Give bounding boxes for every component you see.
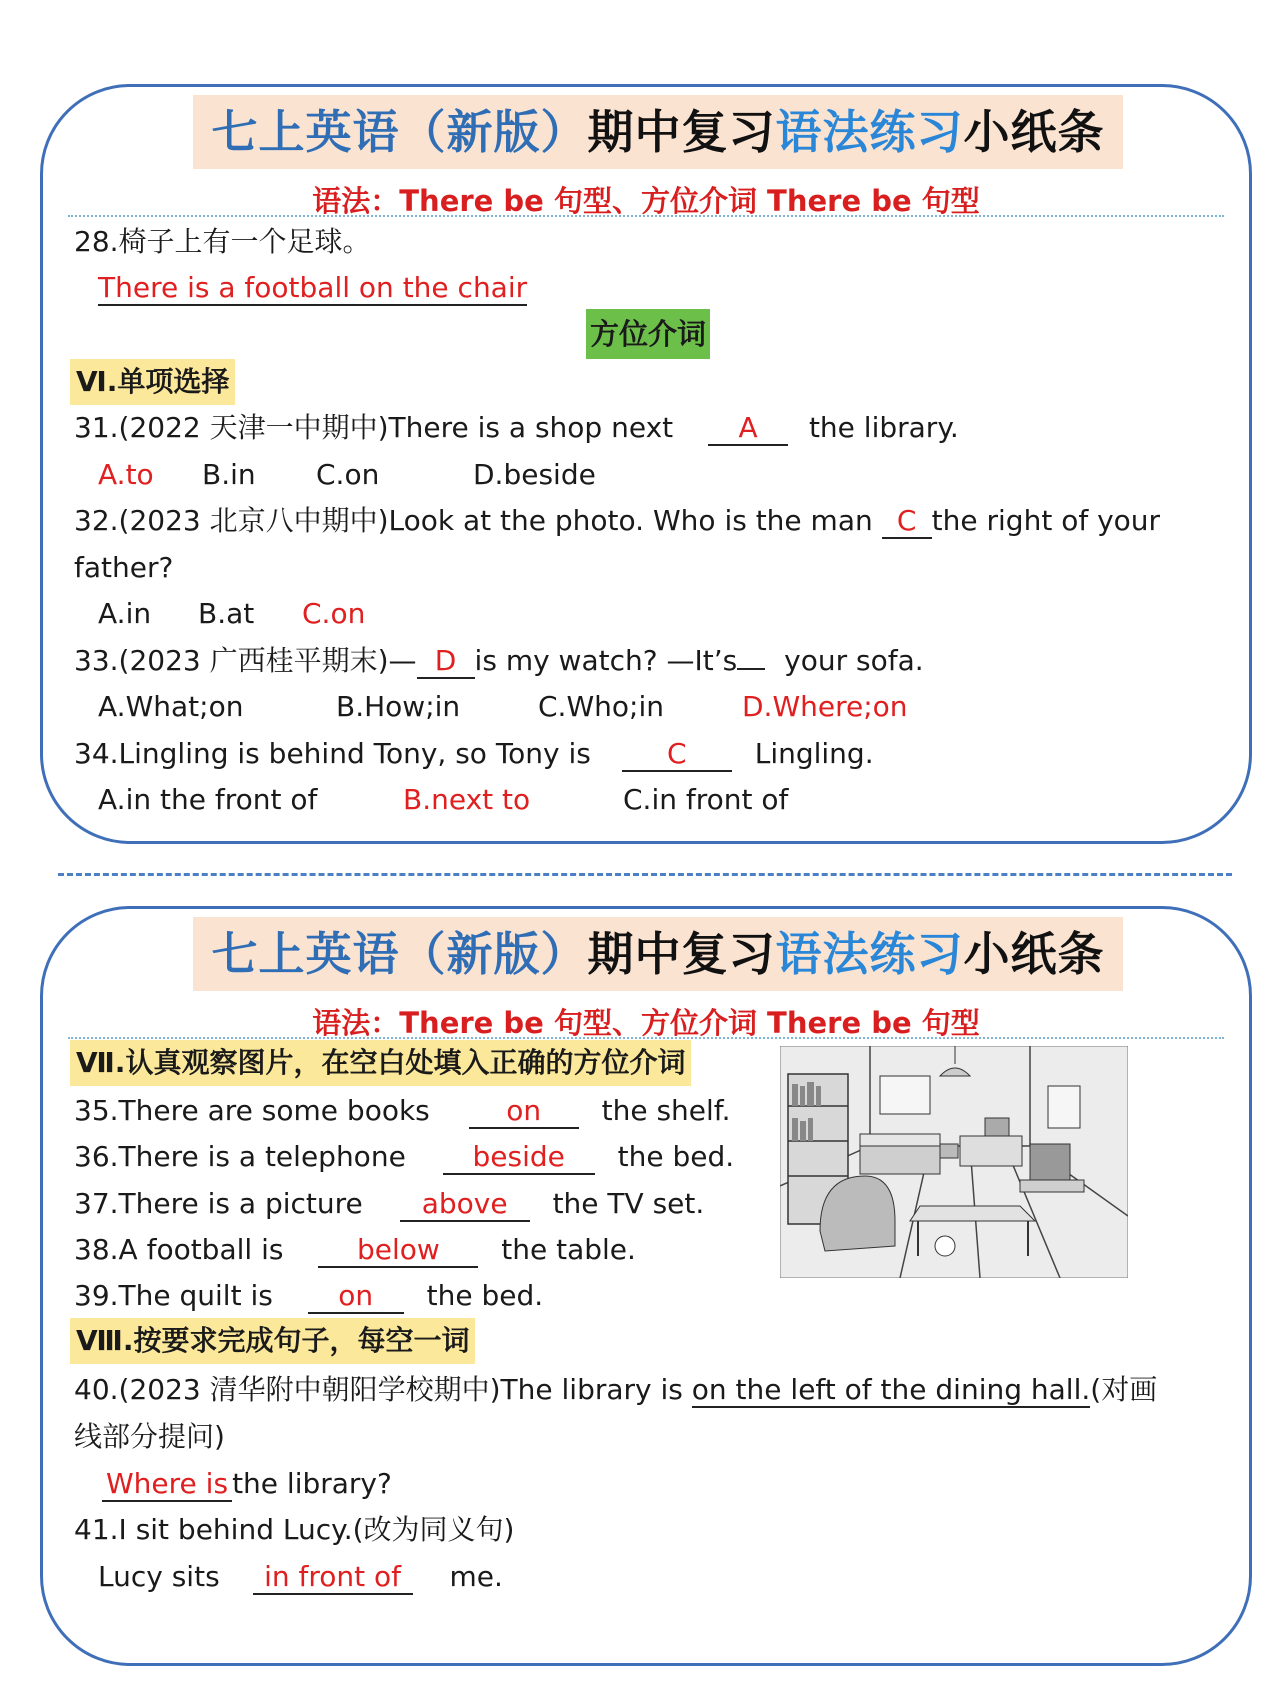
- blank-33-2: [737, 668, 765, 670]
- room-illustration: [780, 1046, 1128, 1278]
- option-34b: B.next to: [403, 783, 531, 816]
- option-33b: B.How;in: [336, 690, 461, 723]
- option-33d: D.Where;on: [742, 690, 908, 723]
- option-32a: A.in: [98, 597, 152, 630]
- card-subtitle: 语法：There be 句型、方位介词 There be 句型: [312, 1006, 980, 1040]
- option-31d: D.beside: [473, 458, 596, 491]
- answer-40: Where is the library?: [102, 1466, 392, 1502]
- answer-blank-38: below: [318, 1234, 478, 1268]
- question-34: 34.Lingling is behind Tony, so Tony is C Lingling.: [74, 737, 874, 770]
- wall-picture: [880, 1076, 930, 1114]
- option-32b: B.at: [198, 597, 255, 630]
- option-34a: A.in the front of: [98, 783, 318, 816]
- section-heading-vii: Ⅶ.认真观察图片，在空白处填入正确的方位介词: [70, 1040, 691, 1086]
- dotted-divider: [68, 215, 1224, 217]
- question-40-cont: 线部分提问): [74, 1420, 225, 1453]
- tv-stand: [1020, 1180, 1084, 1192]
- answer-blank-41: in front of: [253, 1561, 413, 1595]
- dotted-divider: [68, 1037, 1224, 1039]
- option-32c: C.on: [302, 597, 366, 630]
- option-31b: B.in: [202, 458, 256, 491]
- answer-blank-40: Where is: [102, 1468, 232, 1502]
- answer-blank-39: on: [308, 1280, 404, 1314]
- question-28: 28.椅子上有一个足球。: [74, 225, 371, 258]
- answer-blank-33: D: [417, 645, 475, 679]
- question-40: 40.(2023 清华附中朝阳学校期中)The library is on the left of the dining hall.(对画: [74, 1373, 1158, 1406]
- card-title: 七上英语（新版）期中复习语法练习小纸条: [193, 917, 1123, 991]
- computer: [985, 1118, 1009, 1136]
- desk: [960, 1136, 1022, 1166]
- football: [935, 1236, 955, 1256]
- telephone: [940, 1144, 958, 1158]
- underlined-phrase-40: on the left of the dining hall.: [691, 1373, 1091, 1406]
- question-31: 31.(2022 天津一中期中)There is a shop next A the library.: [74, 411, 959, 444]
- question-37: 37.There is a picture above the TV set.: [74, 1187, 705, 1220]
- option-33c: C.Who;in: [538, 690, 664, 723]
- page-divider: [58, 873, 1232, 876]
- answer-28: There is a football on the chair: [98, 271, 528, 304]
- question-32: 32.(2023 北京八中期中)Look at the photo. Who is the man C the right of your: [74, 504, 1161, 537]
- question-35: 35.There are some books on the shelf.: [74, 1094, 731, 1127]
- question-38: 38.A football is below the table.: [74, 1233, 636, 1266]
- option-34c: C.in front of: [623, 783, 789, 816]
- card-subtitle: 语法：There be 句型、方位介词 There be 句型: [312, 184, 980, 218]
- card-title: 七上英语（新版）期中复习语法练习小纸条: [193, 95, 1123, 169]
- question-32-cont: father?: [74, 551, 174, 584]
- question-39: 39.The quilt is on the bed.: [74, 1279, 544, 1312]
- question-41: 41.I sit behind Lucy.(改为同义句): [74, 1513, 515, 1546]
- section-heading-vi: Ⅵ.单项选择: [70, 359, 235, 405]
- answer-blank-31: A: [708, 412, 788, 446]
- option-31c: C.on: [316, 458, 380, 491]
- answer-41: Lucy sits in front of me.: [98, 1560, 503, 1593]
- answer-blank-35: on: [469, 1095, 579, 1129]
- answer-blank-37: above: [400, 1188, 530, 1222]
- tv-picture: [1048, 1086, 1080, 1128]
- option-31a: A.to: [98, 458, 154, 491]
- question-33: 33.(2023 广西桂平期末)— D is my watch? —It’s your sofa.: [74, 644, 924, 677]
- table-top: [910, 1206, 1035, 1221]
- option-33a: A.What;on: [98, 690, 244, 723]
- section-heading-viii: Ⅷ.按要求完成句子，每空一词: [70, 1318, 475, 1364]
- section-label-prepositions: 方位介词: [586, 309, 710, 359]
- answer-blank-36: beside: [443, 1141, 595, 1175]
- answer-blank-32: C: [882, 505, 932, 539]
- answer-blank-34: C: [622, 738, 732, 772]
- tv-set: [1030, 1144, 1070, 1180]
- quilt: [860, 1146, 940, 1174]
- question-36: 36.There is a telephone beside the bed.: [74, 1140, 735, 1173]
